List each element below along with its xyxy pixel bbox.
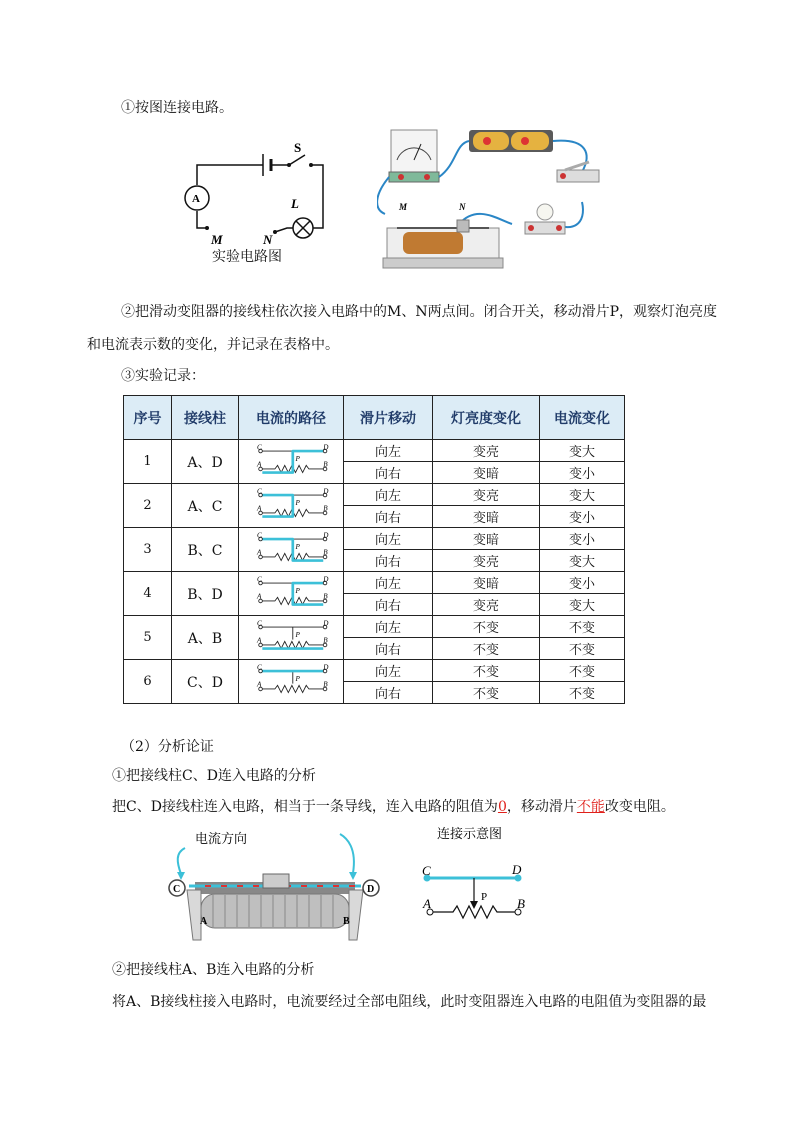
table-row bbox=[124, 528, 625, 550]
header-cell: 滑片移动 bbox=[344, 396, 433, 440]
slider-move: 向左 bbox=[344, 440, 433, 462]
brightness-change: 不变 bbox=[433, 660, 540, 682]
header-cell: 序号 bbox=[124, 396, 172, 440]
brightness-change: 变暗 bbox=[433, 528, 540, 550]
current-path-diagram bbox=[248, 618, 334, 654]
current-path-diagram bbox=[248, 530, 334, 566]
current-path-cell bbox=[239, 484, 344, 528]
terminal-pair: B、C bbox=[172, 528, 239, 572]
letter-d: D bbox=[323, 530, 329, 539]
brightness-change: 变暗 bbox=[433, 462, 540, 484]
terminal-pair: B、D bbox=[172, 572, 239, 616]
letter-b: B bbox=[323, 503, 328, 512]
letter-d: D bbox=[323, 486, 329, 495]
row-number: 6 bbox=[124, 660, 172, 704]
brightness-change: 不变 bbox=[433, 616, 540, 638]
current-change: 变大 bbox=[540, 440, 625, 462]
current-path-diagram bbox=[248, 574, 334, 610]
analysis1-title: ①把接线柱C、D连入电路的分析 bbox=[112, 768, 316, 784]
brightness-change: 变亮 bbox=[433, 484, 540, 506]
letter-p: P bbox=[295, 498, 300, 507]
terminal-pair: A、C bbox=[172, 484, 239, 528]
current-change: 变小 bbox=[540, 572, 625, 594]
letter-b: B bbox=[323, 635, 328, 644]
m-label: M bbox=[211, 232, 223, 247]
letter-c: C bbox=[256, 530, 262, 539]
current-path-diagram bbox=[248, 662, 334, 698]
letter-b: B bbox=[323, 459, 328, 468]
photo-m-label: M bbox=[399, 202, 408, 212]
analysis1-text-part1: 把C、D接线柱连入电路，相当于一条导线，连入电路的阻值为 bbox=[112, 799, 498, 815]
slider-move: 向右 bbox=[344, 462, 433, 484]
letter-a: A bbox=[256, 679, 262, 688]
diagram-d-label: D bbox=[512, 862, 522, 877]
current-change: 变大 bbox=[540, 594, 625, 616]
analysis1-text-part3: 改变电阻。 bbox=[604, 799, 675, 815]
row-number: 3 bbox=[124, 528, 172, 572]
cannot-word: 不能 bbox=[576, 799, 605, 815]
current-direction-label: 电流方向 bbox=[195, 832, 248, 847]
ammeter-label: A bbox=[192, 193, 200, 205]
current-path-cell bbox=[239, 528, 344, 572]
slider-move: 向左 bbox=[344, 528, 433, 550]
brightness-change: 变暗 bbox=[433, 572, 540, 594]
table-header-row bbox=[124, 396, 625, 440]
current-change: 变小 bbox=[540, 528, 625, 550]
slider-move: 向左 bbox=[344, 484, 433, 506]
letter-d: D bbox=[323, 574, 329, 583]
letter-c: C bbox=[256, 486, 262, 495]
letter-c: C bbox=[256, 662, 262, 671]
terminal-pair: A、D bbox=[172, 440, 239, 484]
current-change: 变小 bbox=[540, 506, 625, 528]
table-row bbox=[124, 572, 625, 594]
header-cell: 接线柱 bbox=[172, 396, 239, 440]
slider-move: 向左 bbox=[344, 616, 433, 638]
circuit-caption: 实验电路图 bbox=[212, 249, 282, 265]
letter-c: C bbox=[256, 442, 262, 451]
rheostat-photo bbox=[165, 828, 393, 943]
current-change: 变大 bbox=[540, 550, 625, 572]
table-row bbox=[124, 440, 625, 462]
row-number: 1 bbox=[124, 440, 172, 484]
brightness-change: 变亮 bbox=[433, 550, 540, 572]
diagram-a-label: A bbox=[423, 896, 431, 911]
letter-p: P bbox=[295, 586, 300, 595]
diagram-p-label: P bbox=[481, 891, 488, 903]
brightness-change: 变暗 bbox=[433, 506, 540, 528]
current-change: 不变 bbox=[540, 660, 625, 682]
step2-line1: ②把滑动变阻器的接线柱依次接入电路中的M、N两点间。闭合开关，移动滑片P，观察灯泡亮度 bbox=[121, 304, 718, 320]
letter-p: P bbox=[295, 542, 300, 551]
connection-diagram-title: 连接示意图 bbox=[437, 827, 503, 842]
slider-move: 向右 bbox=[344, 638, 433, 660]
header-cell: 电流的路径 bbox=[239, 396, 344, 440]
brightness-change: 不变 bbox=[433, 682, 540, 704]
header-cell: 灯亮度变化 bbox=[433, 396, 540, 440]
step2-line2: 和电流表示数的变化，并记录在表格中。 bbox=[87, 337, 339, 353]
terminal-c-label: C bbox=[173, 884, 181, 895]
current-change: 变小 bbox=[540, 462, 625, 484]
slider-move: 向右 bbox=[344, 682, 433, 704]
letter-d: D bbox=[323, 662, 329, 671]
current-path-diagram bbox=[248, 486, 334, 522]
terminal-d-label: D bbox=[367, 884, 375, 895]
terminal-pair: A、B bbox=[172, 616, 239, 660]
slider-move: 向右 bbox=[344, 594, 433, 616]
photo-n-label: N bbox=[459, 202, 466, 212]
switch-label: S bbox=[294, 140, 302, 155]
resistance-value: 0 bbox=[497, 799, 507, 815]
diagram-c-label: C bbox=[422, 863, 431, 878]
analysis2-text: 将A、B接线柱接入电路时，电流要经过全部电阻线，此时变阻器连入电路的电阻值为变阻器的最 bbox=[112, 994, 707, 1010]
slider-move: 向右 bbox=[344, 506, 433, 528]
apparatus-photo bbox=[377, 124, 609, 274]
letter-a: A bbox=[256, 591, 262, 600]
section2-title: （2）分析论证 bbox=[121, 739, 214, 755]
slider-move: 向左 bbox=[344, 572, 433, 594]
current-path-cell bbox=[239, 616, 344, 660]
current-change: 不变 bbox=[540, 638, 625, 660]
letter-d: D bbox=[323, 442, 329, 451]
letter-b: B bbox=[323, 591, 328, 600]
analysis1-text bbox=[112, 797, 675, 817]
connection-diagram bbox=[415, 824, 545, 924]
terminal-pair: C、D bbox=[172, 660, 239, 704]
step1-text: ①按图连接电路。 bbox=[121, 100, 233, 116]
table-row bbox=[124, 660, 625, 682]
row-number: 4 bbox=[124, 572, 172, 616]
brightness-change: 变亮 bbox=[433, 594, 540, 616]
letter-a: A bbox=[256, 547, 262, 556]
brightness-change: 变亮 bbox=[433, 440, 540, 462]
row-number: 2 bbox=[124, 484, 172, 528]
letter-p: P bbox=[295, 454, 300, 463]
header-cell: 电流变化 bbox=[540, 396, 625, 440]
letter-c: C bbox=[256, 618, 262, 627]
step3-text: ③实验记录： bbox=[121, 368, 205, 384]
slider-move: 向右 bbox=[344, 550, 433, 572]
analysis1-text-part2: ，移动滑片 bbox=[506, 799, 577, 815]
current-path-cell bbox=[239, 660, 344, 704]
current-change: 变大 bbox=[540, 484, 625, 506]
letter-b: B bbox=[323, 679, 328, 688]
letter-p: P bbox=[295, 630, 300, 639]
letter-c: C bbox=[256, 574, 262, 583]
letter-d: D bbox=[323, 618, 329, 627]
current-change: 不变 bbox=[540, 682, 625, 704]
letter-b: B bbox=[323, 547, 328, 556]
letter-p: P bbox=[295, 674, 300, 683]
row-number: 5 bbox=[124, 616, 172, 660]
terminal-a-label: A bbox=[200, 916, 208, 927]
current-path-diagram bbox=[248, 442, 334, 478]
table-row bbox=[124, 484, 625, 506]
record-table bbox=[123, 395, 625, 704]
diagram-b-label: B bbox=[517, 896, 525, 911]
n-label: N bbox=[263, 232, 273, 247]
slider-move: 向左 bbox=[344, 660, 433, 682]
letter-a: A bbox=[256, 635, 262, 644]
brightness-change: 不变 bbox=[433, 638, 540, 660]
analysis2-title: ②把接线柱A、B连入电路的分析 bbox=[112, 962, 315, 978]
current-change: 不变 bbox=[540, 616, 625, 638]
table-row bbox=[124, 616, 625, 638]
current-path-cell bbox=[239, 572, 344, 616]
terminal-b-label: B bbox=[343, 916, 350, 927]
letter-a: A bbox=[256, 503, 262, 512]
current-path-cell bbox=[239, 440, 344, 484]
lamp-label: L bbox=[291, 196, 299, 211]
letter-a: A bbox=[256, 459, 262, 468]
